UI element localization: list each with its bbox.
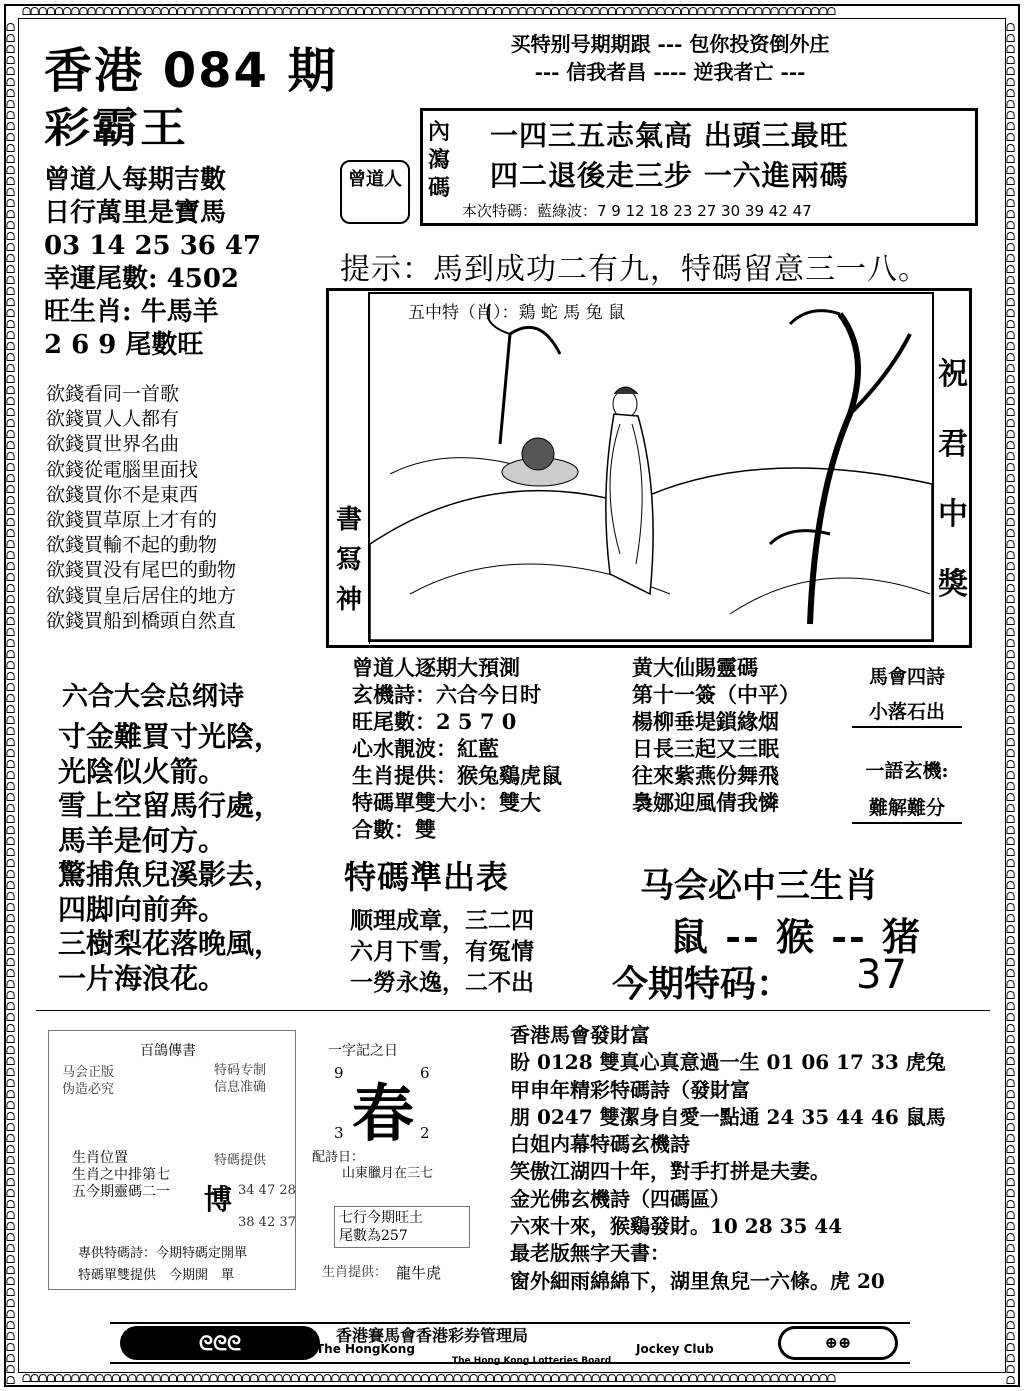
pigeon-text — [72, 1150, 170, 1201]
huang-line: 黄大仙賜靈碼 — [632, 655, 758, 680]
huang-line: 往來紫燕份舞飛 — [632, 763, 779, 788]
pigeon-bo-char: 博 — [204, 1183, 233, 1216]
border-decoration-right: ᗝᗝᗝᗝᗝᗝᗝᗝᗝᗝᗝᗝᗝᗝᗝᗝᗝᗝᗝᗝᗝᗝᗝᗝᗝᗝᗝᗝᗝᗝᗝᗝᗝᗝᗝᗝᗝᗝᗝᗝᗝᗝᗝᗝᗝᗝᗝᗝᗝᗝᗝᗝᗝᗝᗝᗝᗝᗝᗝᗝᗝᗝᗝᗝᗝᗝᗝᗝᗝᗝᗝᗝᗝᗝᗝᗝᗝᗝᗝᗝᗝᗝᗝᗝᗝᗝᗝᗝᗝᗝᗝᗝᗝᗝᗝᗝᗝᗝᗝᗝᗝᗝᗝᗝᗝᗝᗝᗝᗝᗝᗝᗝᗝᗝᗝᗝᗝᗝᗝᗝᗝᗝᗝᗝ — [1006, 21, 1016, 1387]
side-title: 一語玄機: — [865, 760, 949, 782]
prediction-line: 旺尾數：2 5 7 0 — [352, 709, 517, 734]
prediction-line: 特碼單雙大小：雙大 — [352, 790, 541, 815]
landscape-figure-image — [370, 294, 932, 640]
prediction-line: 心水靚波：紅藍 — [352, 736, 499, 761]
pigeon-line: 生肖之中排第七 — [72, 1167, 170, 1183]
issue-title: 香港 084 期 — [44, 43, 338, 99]
footer-english: The Hong Kong Lotteries Board — [452, 1356, 612, 1366]
huang-line: 裊娜迎風倩我憐 — [632, 790, 779, 815]
prediction-line: 曾道人逐期大預測 — [352, 655, 520, 680]
one-word-title: 一字記之日 — [328, 1043, 398, 1059]
riddle-item: 欲錢從電腦里面找 — [46, 458, 199, 481]
jockey-club-logo-left: ᘓᘓᘓ — [120, 1326, 320, 1360]
border-decoration-left: ᗝᗝᗝᗝᗝᗝᗝᗝᗝᗝᗝᗝᗝᗝᗝᗝᗝᗝᗝᗝᗝᗝᗝᗝᗝᗝᗝᗝᗝᗝᗝᗝᗝᗝᗝᗝᗝᗝᗝᗝᗝᗝᗝᗝᗝᗝᗝᗝᗝᗝᗝᗝᗝᗝᗝᗝᗝᗝᗝᗝᗝᗝᗝᗝᗝᗝᗝᗝᗝᗝᗝᗝᗝᗝᗝᗝᗝᗝᗝᗝᗝᗝᗝᗝᗝᗝᗝᗝᗝᗝᗝᗝᗝᗝᗝᗝᗝᗝᗝᗝᗝᗝᗝᗝᗝᗝᗝᗝᗝᗝᗝᗝᗝᗝᗝᗝᗝᗝᗝᗝᗝᗝᗝᗝ — [6, 21, 16, 1387]
pigeon-text — [214, 1062, 266, 1096]
right-list-line: 六來十來，猴鷄發財。10 28 35 44 — [510, 1214, 843, 1239]
side-title: 馬會四詩 — [868, 666, 945, 688]
pigeon-line: 马会正版 — [62, 1065, 115, 1080]
pigeon-line: 信息准确 — [214, 1080, 267, 1095]
poem-line: 驚捕魚兒溪影去， — [58, 858, 283, 891]
pigeon-numbers: 34 47 28 — [238, 1183, 296, 1198]
info-line: 03 14 25 36 47 — [44, 231, 262, 261]
right-list-line: 香港馬會發財富 — [510, 1023, 650, 1047]
right-list-line: 笑傲江湖四十年，對手打拼是夫妻。 — [510, 1159, 830, 1184]
one-word-poem-label: 配詩日： — [312, 1150, 365, 1165]
pigeon-title: 百鴿傳書 — [140, 1043, 196, 1059]
prediction-line: 合數：雙 — [352, 817, 436, 842]
riddle-list — [46, 382, 236, 634]
side-value: 小落石出 — [852, 697, 962, 728]
slogan — [400, 30, 940, 86]
scroll-left-text: 書冩神 — [335, 505, 362, 615]
one-word-number: 6 — [420, 1064, 430, 1082]
riddle-item: 欲錢買皇后居住的地方 — [46, 584, 237, 607]
right-list-line: 窗外細雨綿綿下，湖里魚兒一六條。虎 20 — [510, 1268, 885, 1293]
one-word-number: 9 — [334, 1064, 344, 1082]
riddle-item: 欲錢買船到橋頭自然直 — [46, 609, 237, 632]
inner-code-sub: 本次特碼：藍綠波：7 9 12 18 23 27 30 39 42 47 — [462, 202, 812, 220]
prediction-line: 玄機詩：六合今日时 — [352, 682, 541, 707]
one-word-poem: 山東臘月在三七 — [342, 1166, 434, 1181]
poem-line: 四脚向前奔。 — [58, 892, 227, 926]
riddle-item: 欲錢看同一首歌 — [46, 383, 180, 405]
five-zodiac-text: 五中特（肖）：鶏 蛇 馬 兔 鼠 — [408, 303, 626, 323]
wang-line: 尾數為257 — [339, 1228, 408, 1244]
one-word-number: 2 — [420, 1124, 430, 1142]
tema-line: 一勞永逸，二不出 — [350, 969, 534, 996]
inner-code-line: 一四三五志氣高 出頭三最旺 — [490, 119, 849, 152]
pigeon-line: 特码专制 — [214, 1063, 267, 1078]
pigeon-line: 五今期靈碼二一 — [72, 1184, 170, 1200]
pigeon-numbers: 38 42 37 — [238, 1215, 296, 1230]
riddle-item: 欲錢買没有尾巴的動物 — [46, 559, 237, 582]
scroll-right-text: 祝君中獎 — [938, 357, 968, 602]
pigeon-text: 生肖提供： — [322, 1265, 388, 1280]
tema-line: 六月下雪，有冤情 — [350, 938, 534, 965]
footer-chinese: 香港賽馬會香港彩券管理局 — [336, 1326, 529, 1345]
info-line: 幸運尾數: 4502 — [44, 264, 240, 294]
pigeon-text: 特碼提供 — [214, 1153, 267, 1168]
side-box-mystery — [852, 756, 962, 824]
slogan-line: --- 信我者昌 ---- 逆我者亡 --- — [534, 60, 806, 84]
info-line: 2 6 9 尾數旺 — [44, 330, 204, 360]
huang-line: 楊柳垂堤鎖緣烟 — [632, 709, 779, 734]
left-info — [44, 164, 261, 362]
pigeon-line: 生肖位置 — [72, 1150, 128, 1166]
huang-block — [632, 654, 800, 816]
hint-text: 提示：馬到成功二有九，特碼留意三一八。 — [340, 252, 929, 287]
riddle-item: 欲錢買人人都有 — [46, 408, 180, 431]
picture-illustration — [368, 292, 934, 642]
right-list-line: 甲申年精彩特碼詩（發財富 — [510, 1077, 750, 1102]
right-list-line: 金光佛玄機詩（四碼區） — [510, 1186, 730, 1211]
info-line: 旺生肖: 牛馬羊 — [44, 297, 219, 327]
one-word-char: 春 — [352, 1077, 415, 1150]
poem-line: 光陰似火箭。 — [58, 754, 227, 788]
tema-title: 特碼準出表 — [344, 858, 510, 896]
right-list-line: 盼 0128 雙真心真意過一生 01 06 17 33 虎兔 — [510, 1050, 946, 1075]
prediction-block — [352, 654, 562, 843]
pigeon-line: 伪造必究 — [62, 1082, 115, 1097]
huang-line: 日長三起又三眠 — [632, 736, 779, 761]
right-list-line: 白姐内幕特碼玄機詩 — [510, 1132, 690, 1157]
tema-lines — [350, 905, 534, 998]
footer-english: Jockey Club — [636, 1342, 714, 1356]
riddle-item: 欲錢買草原上才有的 — [46, 509, 218, 532]
huang-line: 第十一簽（中平） — [632, 682, 800, 707]
slogan-line: 买特别号期期跟 --- 包你投资倒外庄 — [510, 32, 830, 56]
poem-body — [58, 720, 282, 996]
poem-line: 馬羊是何方。 — [58, 823, 227, 857]
tema-line: 顺理成章，三二四 — [350, 907, 534, 934]
three-zodiac-values: 鼠 -- 猴 -- 猪 — [670, 914, 923, 959]
wang-box — [334, 1206, 470, 1248]
border-decoration-top: ᗝᗝᗝᗝᗝᗝᗝᗝᗝᗝᗝᗝᗝᗝᗝᗝᗝᗝᗝᗝᗝᗝᗝᗝᗝᗝᗝᗝᗝᗝᗝᗝᗝᗝᗝᗝᗝᗝᗝᗝᗝᗝᗝᗝᗝᗝᗝᗝᗝᗝᗝᗝᗝᗝᗝᗝᗝᗝᗝᗝᗝᗝᗝᗝᗝᗝᗝᗝᗝᗝᗝᗝᗝᗝᗝᗝᗝᗝᗝᗝᗝᗝᗝᗝᗝᗝᗝᗝᗝᗝᗝᗝᗝᗝᗝᗝᗝᗝᗝᗝ — [22, 5, 835, 18]
border-decoration-bottom: ᗝᗝᗝᗝᗝᗝᗝᗝᗝᗝᗝᗝᗝᗝᗝᗝᗝᗝᗝᗝᗝᗝᗝᗝᗝᗝᗝᗝᗝᗝᗝᗝᗝᗝᗝᗝᗝᗝᗝᗝᗝᗝᗝᗝᗝᗝᗝᗝᗝᗝᗝᗝᗝᗝᗝᗝᗝᗝᗝᗝᗝᗝᗝᗝᗝᗝᗝᗝᗝᗝᗝᗝᗝᗝᗝᗝᗝᗝᗝᗝᗝᗝᗝᗝᗝᗝᗝᗝᗝᗝᗝᗝᗝᗝᗝᗝᗝᗝᗝᗝ — [22, 1372, 835, 1385]
riddle-item: 欲錢買輸不起的動物 — [46, 534, 218, 557]
seal-stamp: 曾道人 — [340, 160, 410, 224]
one-word-number: 3 — [334, 1124, 344, 1142]
pigeon-text: 專供特碼詩：今期特碼定開單 — [78, 1246, 248, 1261]
inner-code-label: 內瀉碼 — [428, 119, 451, 201]
today-label: 今期特码： — [612, 964, 793, 1005]
bottom-right-list — [510, 1022, 946, 1295]
inner-code-line: 四二退後走三步 一六進兩碼 — [490, 159, 849, 192]
three-zodiac-title: 马会必中三生肖 — [640, 866, 878, 906]
poem-line: 雪上空留馬行處， — [58, 789, 283, 822]
riddle-item: 欲錢買世界名曲 — [46, 433, 180, 456]
wang-line: 七行今期旺土 — [339, 1210, 423, 1226]
poem-line: 一片海浪花。 — [58, 961, 227, 995]
lotteries-logo-right: ⊕⊕ — [778, 1326, 898, 1360]
poem-line: 寸金難買寸光陰， — [58, 720, 283, 753]
section-divider — [36, 1010, 990, 1011]
pigeon-text: 特碼單雙提供 今期開 單 — [78, 1268, 235, 1283]
right-list-line: 最老版無字天書： — [510, 1241, 670, 1266]
pigeon-text — [62, 1064, 114, 1098]
info-line: 日行萬里是寶馬 — [44, 198, 227, 228]
today-number: 37 — [856, 952, 907, 998]
footer-english: The HongKong — [316, 1342, 415, 1356]
side-box-poem — [852, 662, 962, 728]
right-list-line: 朋 0247 雙潔身自愛一點通 24 35 44 46 鼠馬 — [510, 1104, 946, 1129]
riddle-item: 欲錢買你不是東西 — [46, 483, 199, 506]
prediction-line: 生肖提供：猴兔鷄虎鼠 — [352, 763, 562, 788]
poem-title: 六合大会总纲诗 — [62, 682, 245, 712]
brand-title: 彩霸王 — [44, 103, 188, 152]
side-value: 難解難分 — [852, 793, 962, 824]
info-line: 曾道人每期吉數 — [44, 165, 227, 195]
poem-line: 三樹梨花落晚風， — [58, 927, 283, 960]
pigeon-text: 龍牛虎 — [396, 1264, 442, 1282]
